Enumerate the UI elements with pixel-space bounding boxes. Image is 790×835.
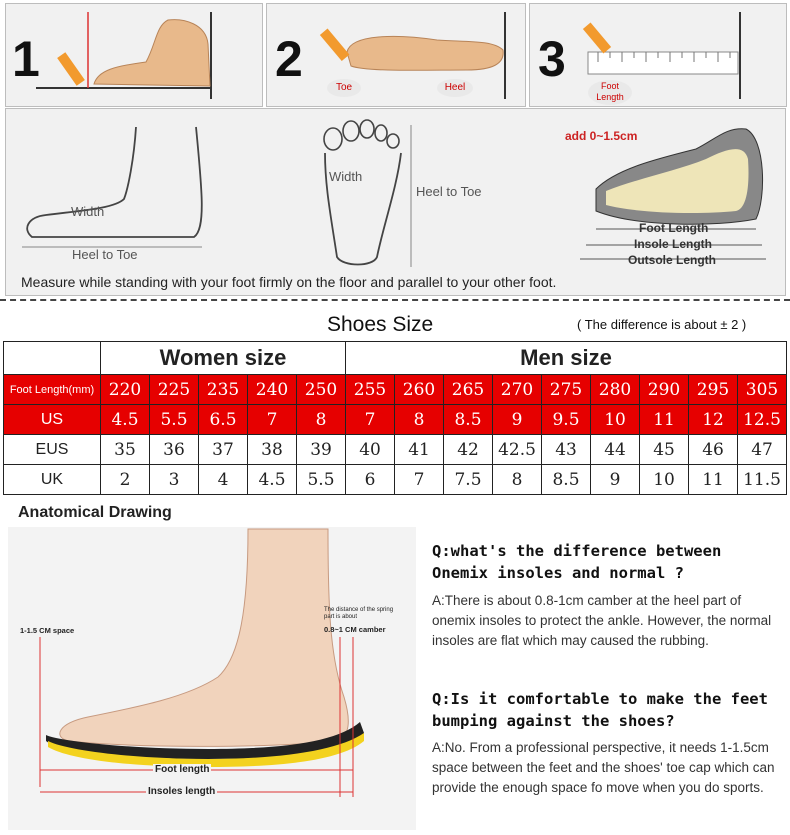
cell: 11 <box>689 465 738 495</box>
cell: 40 <box>346 435 395 465</box>
cell: 7.5 <box>444 465 493 495</box>
faq-answer-2: A:No. From a professional perspective, it needs 1-1.5cm space between the feet and the shoes' toe cap which can provide the enough space fo move when you do sports. <box>432 740 775 795</box>
insole-length-label: Insole Length <box>634 237 712 251</box>
cell: 37 <box>199 435 248 465</box>
row-label: US <box>4 405 101 435</box>
cell: 3 <box>150 465 199 495</box>
cell: 47 <box>738 435 787 465</box>
foot-top-outline <box>311 117 431 277</box>
row-label: EUS <box>4 435 101 465</box>
size-row-eus <box>4 435 787 465</box>
cell: 6 <box>346 465 395 495</box>
cell: 2 <box>101 465 150 495</box>
row-label: UK <box>4 465 101 495</box>
cell: 220 <box>101 375 150 405</box>
cell: 45 <box>640 435 689 465</box>
cell: 270 <box>493 375 542 405</box>
cell: 42.5 <box>493 435 542 465</box>
camber-label: 0.8~1 CM camber <box>324 625 386 634</box>
size-row-uk <box>4 465 787 495</box>
faq-question-2: Q:Is it comfortable to make the feet bumping against the shoes? <box>432 690 768 730</box>
cell: 8.5 <box>444 405 493 435</box>
heel-label: Heel <box>437 79 473 97</box>
top-width-label: Width <box>329 169 363 184</box>
cell: 5.5 <box>297 465 346 495</box>
size-chart-note: ( The difference is about ± 2 ) <box>577 317 747 332</box>
cell: 7 <box>248 405 297 435</box>
cell: 7 <box>395 465 444 495</box>
side-width-label: Width <box>71 204 105 219</box>
size-chart-title: Shoes Size <box>327 313 434 336</box>
cell: 295 <box>689 375 738 405</box>
men-size-header: Men size <box>346 342 787 375</box>
faq-question-1: Q:what's the difference between Onemix insoles and normal ? <box>432 542 722 582</box>
step-number: 3 <box>538 31 566 87</box>
cell: 275 <box>542 375 591 405</box>
foot-top-illustration <box>267 4 525 106</box>
cell: 44 <box>591 435 640 465</box>
cell: 240 <box>248 375 297 405</box>
add-space-label: add 0~1.5cm <box>565 129 638 143</box>
cell: 8 <box>297 405 346 435</box>
foot-length-label: Foot Length <box>588 80 632 105</box>
ruler-illustration <box>530 4 786 106</box>
cell: 36 <box>150 435 199 465</box>
step-number: 2 <box>275 31 303 87</box>
size-chart-header-row <box>4 342 787 375</box>
foot-side-illustration <box>6 4 262 106</box>
foot-length-line-label: Foot Length <box>639 221 709 235</box>
size-row-us <box>4 405 787 435</box>
cell: 305 <box>738 375 787 405</box>
foot-insole-illustration <box>8 527 416 830</box>
corner-cell <box>4 342 101 375</box>
faq-answer-1: A:There is about 0.8-1cm camber at the heel part of onemix insoles to protect the ankle. However, the normal insoles are flat which may caused the rubbing. <box>432 593 772 648</box>
cell: 235 <box>199 375 248 405</box>
measure-panel <box>5 108 786 296</box>
anatomy-heading: Anatomical Drawing <box>18 504 172 521</box>
cell: 4.5 <box>248 465 297 495</box>
cell: 280 <box>591 375 640 405</box>
cell: 5.5 <box>150 405 199 435</box>
women-size-header: Women size <box>101 342 346 375</box>
cell: 39 <box>297 435 346 465</box>
cell: 38 <box>248 435 297 465</box>
foot-length-label: Foot length <box>155 764 210 775</box>
spring-note-label: The distance of the spring part is about <box>324 607 394 620</box>
step-3-panel <box>529 3 787 107</box>
cell: 9 <box>493 405 542 435</box>
size-row-foot-length <box>4 375 787 405</box>
row-label: Foot Length(mm) <box>4 375 101 405</box>
cell: 7 <box>346 405 395 435</box>
cell: 41 <box>395 435 444 465</box>
cell: 260 <box>395 375 444 405</box>
outsole-length-label: Outsole Length <box>628 253 716 267</box>
cell: 12 <box>689 405 738 435</box>
cell: 225 <box>150 375 199 405</box>
cell: 43 <box>542 435 591 465</box>
cell: 8.5 <box>542 465 591 495</box>
cell: 255 <box>346 375 395 405</box>
cell: 4.5 <box>101 405 150 435</box>
divider <box>0 299 790 301</box>
step-1-panel <box>5 3 263 107</box>
cell: 35 <box>101 435 150 465</box>
cell: 4 <box>199 465 248 495</box>
cell: 42 <box>444 435 493 465</box>
cell: 11 <box>640 405 689 435</box>
cell: 9.5 <box>542 405 591 435</box>
side-heel-to-toe-label: Heel to Toe <box>72 247 138 262</box>
size-chart-table <box>3 341 787 495</box>
cell: 8 <box>493 465 542 495</box>
cell: 265 <box>444 375 493 405</box>
cell: 6.5 <box>199 405 248 435</box>
insoles-length-label: Insoles length <box>148 786 216 797</box>
cell: 290 <box>640 375 689 405</box>
cell: 9 <box>591 465 640 495</box>
cell: 8 <box>395 405 444 435</box>
step-2-panel <box>266 3 526 107</box>
anatomy-panel <box>8 527 416 830</box>
step-number: 1 <box>12 31 40 87</box>
cell: 12.5 <box>738 405 787 435</box>
cell: 46 <box>689 435 738 465</box>
cell: 10 <box>640 465 689 495</box>
cell: 11.5 <box>738 465 787 495</box>
measure-instruction: Measure while standing with your foot firmly on the floor and parallel to your other foot. <box>21 274 557 290</box>
toe-space-label: 1-1.5 CM space <box>20 626 75 635</box>
top-heel-to-toe-label: Heel to Toe <box>416 184 482 199</box>
cell: 10 <box>591 405 640 435</box>
toe-label: Toe <box>327 79 361 97</box>
cell: 250 <box>297 375 346 405</box>
